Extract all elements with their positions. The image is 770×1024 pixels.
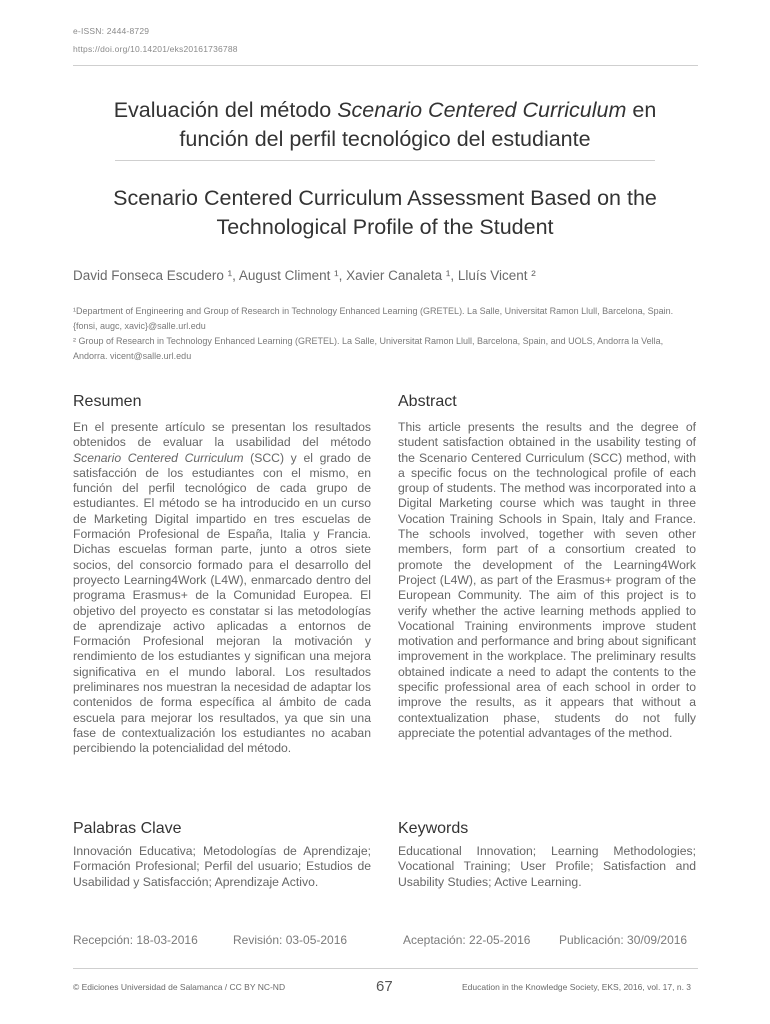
footer-journal: Education in the Knowledge Society, EKS, 2016, vol. 17, n. 3	[462, 982, 692, 992]
title-english	[60, 184, 710, 242]
header-rule	[73, 65, 698, 66]
title-divider	[115, 160, 655, 161]
title-es-line2: función del perfil tecnológico del estudiante	[179, 127, 591, 151]
palabras-body: Innovación Educativa; Metodologías de Aprendizaje; Formación Profesional; Perfil del usuario; Estudios de Usabilidad y Satisfacción; Aprendizaje Activo.	[73, 844, 371, 889]
issn: e-ISSN: 2444-8729	[73, 26, 150, 36]
keywords-body: Educational Innovation; Learning Methodologies; Vocational Training; User Profile; Satisfaction and Usability Studies; Active Learning.	[398, 844, 696, 889]
keywords-heading: Keywords	[398, 820, 469, 837]
authors: David Fonseca Escudero ¹, August Climent ¹, Xavier Canaleta ¹, Lluís Vicent ²	[73, 268, 536, 283]
footer-rule	[73, 968, 698, 969]
title-es-part1: Evaluación del método	[113, 98, 338, 122]
date-revision: Revisión: 03-05-2016	[233, 933, 348, 947]
abstract-heading: Abstract	[398, 393, 457, 410]
title-en-line2: Technological Profile of the Student	[216, 215, 554, 239]
date-aceptacion: Aceptación: 22-05-2016	[403, 933, 531, 947]
resumen-body	[73, 420, 371, 757]
palabras-heading: Palabras Clave	[73, 820, 182, 837]
page-number: 67	[376, 978, 393, 995]
footer-copyright: © Ediciones Universidad de Salamanca / CC BY NC-ND	[73, 982, 286, 992]
resumen-italic: Scenario Centered Curriculum	[73, 450, 244, 465]
date-recepcion: Recepción: 18-03-2016	[73, 933, 198, 947]
resumen-text-after: (SCC) y el grado de satisfacción de los estudiantes con el mismo, en función del perfil tecnológico de cada grupo de estudiantes. El método se ha introducido en un curso de Marketing Digital impartido en tres escuelas de Formación Profesional de España, Italia y Francia. Dichas escuelas forman parte, junto a otros siete socios, del consorcio formado para el desarrollo del proyecto Learning4Work (L4W), enmarcado dentro del programa Erasmus+ de la Comunidad Europea. El objetivo del proyecto es constatar si las metodologías de aprendizaje activo aplicadas a entornos de Formación Profesional mejoran la motivación y rendimiento de los estudiantes y significan una mejora significativa en el mundo laboral. Los resultados preliminares nos muestran la necesidad de adaptar los contenidos de forma específica al ámbito de cada escuela para mejorar los resultados, ya que sin una fase de contextualización los estudiantes no acaban percibiendo la potencialidad del método.	[73, 450, 371, 756]
title-spanish	[60, 96, 710, 154]
date-publicacion: Publicación: 30/09/2016	[559, 933, 688, 947]
affiliation-2: ² Group of Research in Technology Enhanced Learning (GRETEL). La Salle, Universitat Ramon Llull, Barcelona, Spain, and UOLS, Andorra la Vella, Andorra. vicent@salle.url.edu	[73, 336, 664, 361]
title-en-line1: Scenario Centered Curriculum Assessment Based on the	[113, 186, 657, 210]
affiliation-1: ¹Department of Engineering and Group of Research in Technology Enhanced Learning (GRETEL). La Salle, Universitat Ramon Llull, Barcelona, Spain. {fonsi, augc, xavic}@salle.url.edu	[73, 306, 674, 331]
title-es-italic: Scenario Centered Curriculum	[337, 98, 627, 122]
title-es-part2: en	[626, 98, 657, 122]
abstract-body: This article presents the results and the degree of student satisfaction obtained in the usability testing of the Scenario Centered Curriculum (SCC) method, with a specific focus on the technological profile of each group of students. The method was incorporated into a Digital Marketing course which was taught in three Vocation Training Schools in Spain, Italy and France. The schools involved, together with seven other members, form part of a consortium created to promote the development of the Learning4Work Project (L4W), as part of the Erasmus+ program of the European Community. The aim of this project is to verify whether the active learning methods applied to Vocational Training environments improve student motivation and performance and bring about significant improvement in the workplace. The preliminary results obtained indicate a need to adapt the contents to the specific professional area of each school in order to improve the results, as it appears that without a contextualization phase, students do not fully appreciate the potential advantages of the method.	[398, 420, 696, 740]
resumen-heading: Resumen	[73, 393, 142, 410]
resumen-text-before: En el presente artículo se presentan los resultados obtenidos de evaluar la usabilidad del método	[73, 420, 371, 450]
doi-link[interactable]: https://doi.org/10.14201/eks20161736788	[73, 44, 238, 54]
